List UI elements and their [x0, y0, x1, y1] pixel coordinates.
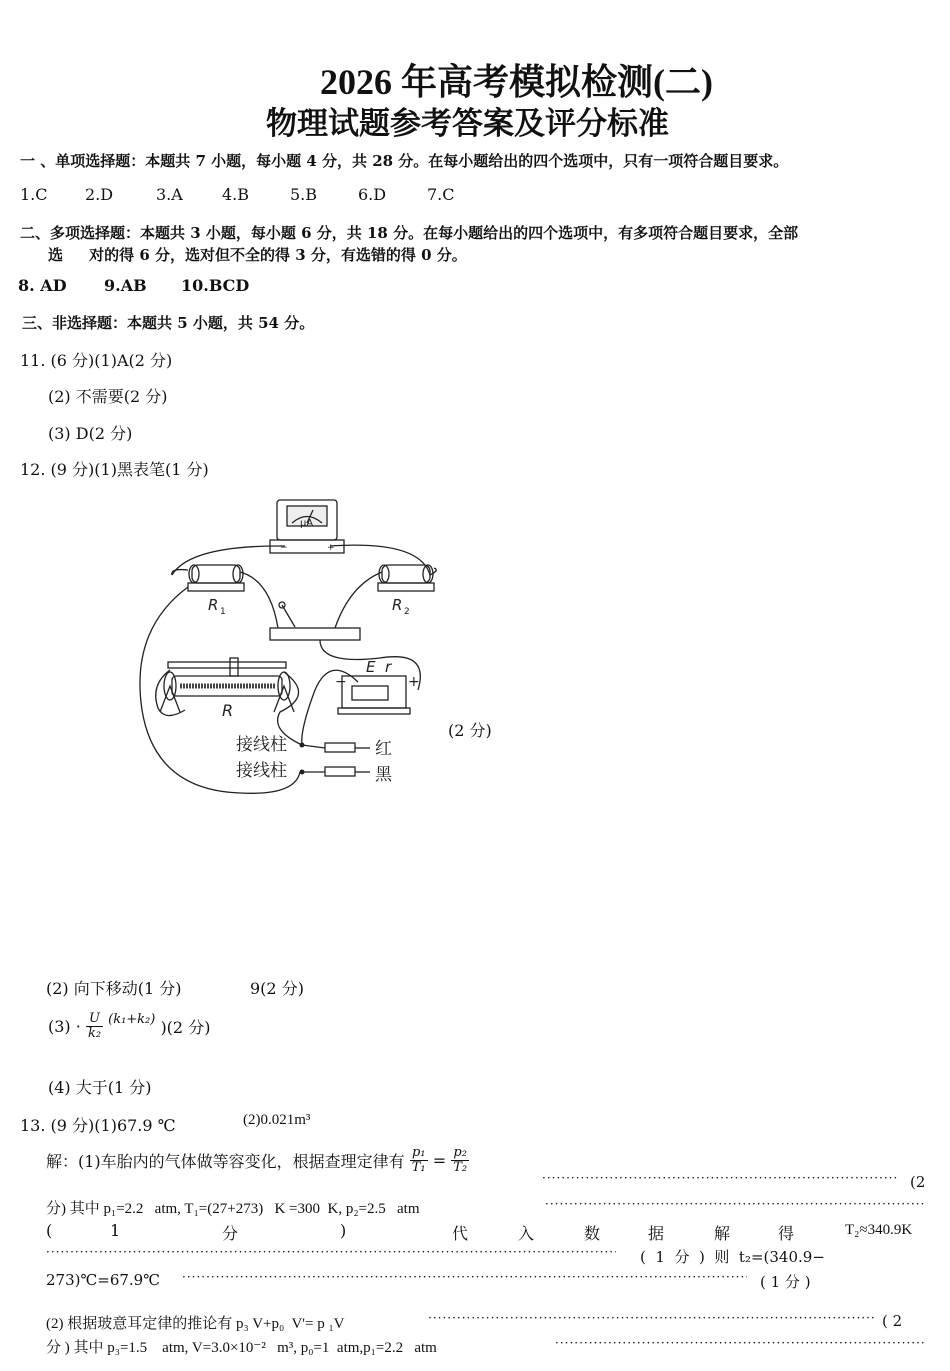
q13-sol-c-2: 1: [110, 1221, 121, 1240]
r1-sub: 1: [220, 607, 226, 617]
q13-frac2-num: p₂: [451, 1146, 469, 1161]
page-subtitle: 物理试题参考答案及评分标准: [266, 106, 669, 141]
q13-sol-c-9: 解: [714, 1224, 731, 1243]
q12-part3-fraction: [86, 1012, 103, 1041]
q13-sol-d-leader: [46, 1245, 616, 1259]
meter-label: μA: [300, 518, 314, 529]
meter-minus: −: [280, 543, 288, 553]
answer-4: 4.B: [222, 185, 250, 204]
q11-line3: (3) D(2 分): [48, 424, 133, 443]
q13-line1-b: (2)0.021m³: [243, 1112, 311, 1128]
post2-label: 接线柱: [236, 761, 287, 781]
q13-frac2: [451, 1146, 469, 1175]
q13-frac2-den: T₂: [453, 1160, 468, 1175]
q11-line1: 11. (6 分)(1)A(2 分): [20, 351, 173, 370]
r2-label: R: [392, 596, 403, 614]
answer-2: 2.D: [85, 185, 114, 204]
q13-sol-d: ( 1 分 ) 则 t₂=(340.9−: [640, 1248, 825, 1266]
q13-sol-f-end: ( 2: [882, 1312, 903, 1330]
section2-heading-line1: 二、多项选择题：本题共 3 小题，每小题 6 分，共 18 分。在每小题给出的四个选项中，有多项符合题目要求，全部: [20, 224, 799, 242]
battery-plus: +: [408, 674, 420, 690]
diagram-score: (2 分): [448, 721, 492, 740]
q13-sol-a-leader: [542, 1171, 897, 1185]
section2-heading-line2: 选 对的得 6 分，选对但不全的得 3 分，有选错的得 0 分。: [48, 246, 467, 264]
q13-sol-c-10: 得: [778, 1224, 795, 1243]
q13-sol-b-leader: [545, 1197, 925, 1211]
answer-9: 9.AB: [104, 276, 147, 295]
battery-label: E r: [366, 658, 392, 676]
q12-part3-den: k₂: [87, 1026, 102, 1041]
q12-part2-a: (2) 向下移动(1 分): [46, 979, 182, 998]
q12-line1: 12. (9 分)(1)黑表笔(1 分): [20, 460, 209, 479]
rheostat-label: R: [222, 701, 234, 720]
q13-sol-c-8: 据: [648, 1224, 665, 1243]
q13-sol-e: 273)℃=67.9℃: [46, 1271, 161, 1289]
q13-sol-g-leader: [555, 1336, 925, 1350]
q12-part3-prefix: (3) ·: [48, 1017, 81, 1036]
q13-sol-e-leader: [182, 1270, 747, 1284]
battery-minus: −: [335, 674, 347, 690]
q13-sol-a-end: (2: [910, 1173, 926, 1191]
q11-line2: (2) 不需要(2 分): [48, 387, 168, 406]
post1-label: 接线柱: [236, 735, 287, 755]
q13-frac1: [410, 1146, 428, 1175]
page-title: 2026 年高考模拟检测(二): [320, 62, 713, 102]
q13-sol-c-6: 入: [518, 1224, 535, 1243]
q12-part3: [48, 1012, 210, 1041]
answer-5: 5.B: [290, 185, 318, 204]
q13-sol-c-5: 代: [452, 1224, 469, 1243]
r2-sub: 2: [404, 607, 410, 617]
q12-part3-paren: (k₁+k₂): [108, 1012, 156, 1027]
q12-part3-num: U: [86, 1012, 103, 1027]
answer-10: 10.BCD: [181, 276, 250, 295]
q12-part3-score: )(2 分): [160, 1018, 211, 1037]
r1-label: R: [208, 596, 219, 614]
q13-sol-c-3: 分: [222, 1224, 239, 1243]
q13-sol-c-4: ): [340, 1221, 347, 1240]
q13-eq: =: [432, 1151, 447, 1170]
answer-6: 6.D: [358, 185, 387, 204]
q13-sol-f-leader: [428, 1311, 876, 1325]
answer-8: 8. AD: [18, 276, 67, 295]
q13-sol-g: 分 ) 其中 p₃=1.5 atm, V=3.0×10⁻² m³, p₀=1 atm,p₁=2.2 atm: [46, 1340, 437, 1356]
q13-sol-b: 分) 其中 p₁=2.2 atm, T₁=(27+273) K =300 K, p₂=2.5 atm: [46, 1201, 420, 1217]
section3-heading: 三、非选择题：本题共 5 小题，共 54 分。: [22, 314, 315, 332]
circuit-diagram: [130, 490, 440, 810]
q13-sol-c-7: 数: [584, 1224, 601, 1243]
answer-1: 1.C: [20, 185, 48, 204]
q13-sol-c-11: T₂≈340.9K: [845, 1222, 913, 1238]
switch: [270, 628, 360, 640]
red-lead-label: 红: [375, 739, 392, 759]
answer-7: 7.C: [427, 185, 455, 204]
answer-3: 3.A: [156, 185, 183, 204]
q13-line1-a: 13. (9 分)(1)67.9 ℃: [20, 1116, 176, 1135]
section1-heading: 一 、单项选择题：本题共 7 小题，每小题 4 分，共 28 分。在每小题给出的四个选项中，只有一项符合题目要求。: [20, 152, 789, 170]
q13-sol-c-1: (: [46, 1221, 53, 1240]
q13-sol-e-end: ( 1 分 ): [760, 1273, 811, 1291]
q13-sol-f: (2) 根据玻意耳定律的推论有 p₃ V+p₀ V'= p ₁V: [46, 1316, 345, 1332]
meter-plus: +: [327, 543, 335, 553]
q13-frac1-den: T₁: [411, 1160, 426, 1175]
q13-frac1-num: p₁: [410, 1146, 428, 1161]
q12-part2-b: 9(2 分): [250, 979, 304, 998]
black-lead-label: 黑: [375, 765, 392, 785]
q13-sol-a-text: 解：(1)车胎内的气体做等容变化，根据查理定律有: [46, 1152, 405, 1171]
q12-part4: (4) 大于(1 分): [48, 1078, 152, 1097]
